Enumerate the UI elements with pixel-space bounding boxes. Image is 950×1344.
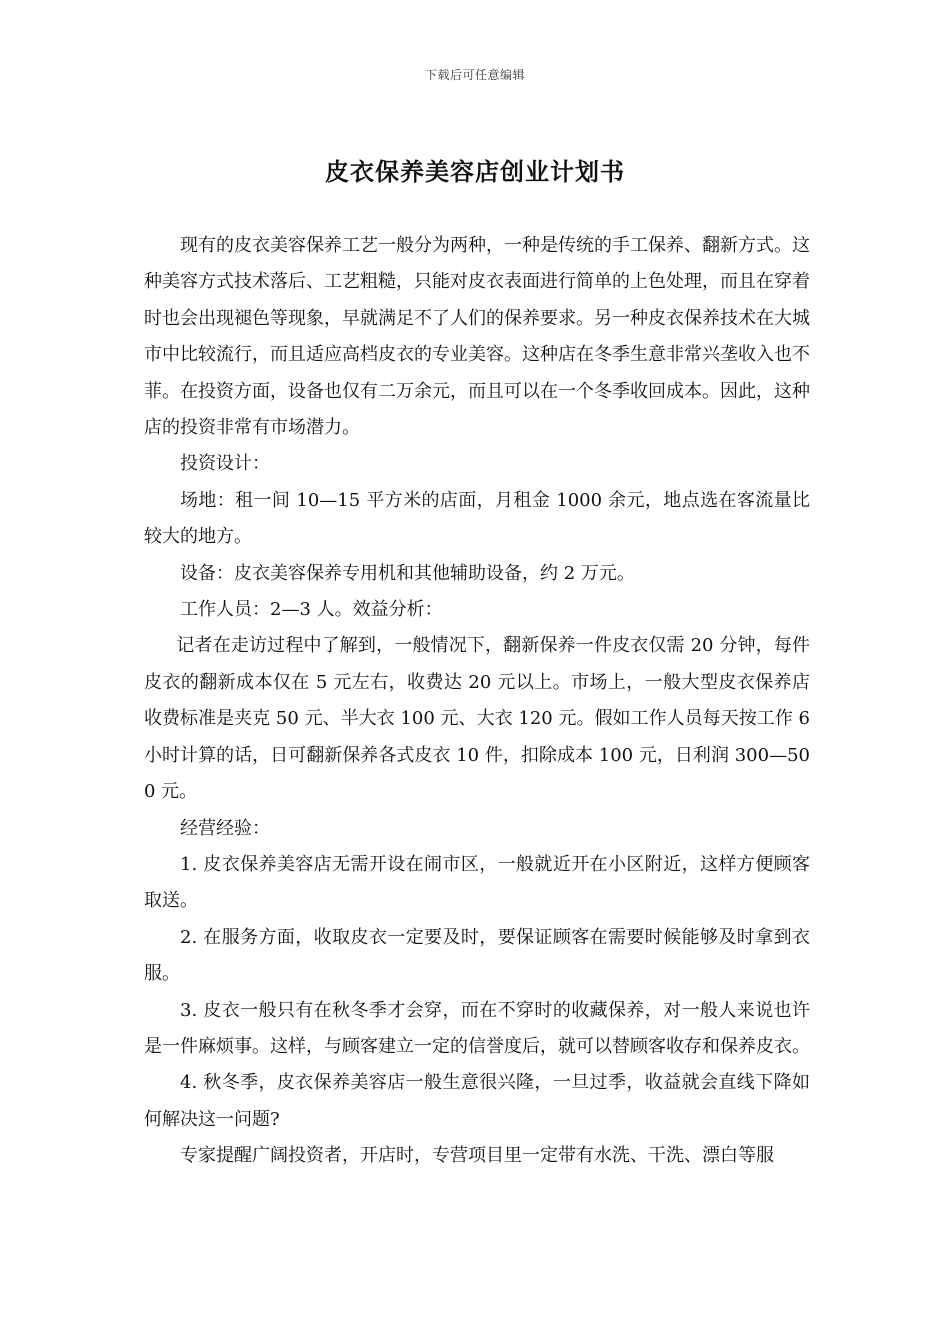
- paragraph-experience-4: 4. 秋冬季，皮衣保养美容店一般生意很兴隆，一旦过季，收益就会直线下降如何解决这一问题?: [144, 1072, 810, 1130]
- paragraph-benefit-analysis: 记者在走访过程中了解到，一般情况下，翻新保养一件皮衣仅需 20 分钟，每件皮衣的翻新成本仅在 5 元左右，收费达 20 元以上。市场上，一般大型皮衣保养店收费标准是夹克 50 元、半大衣 100 元、大衣 120 元。假如工作人员每天按工作 6 小时计算的话，日可翻新保养各式皮衣 10 件，扣除成本 100 元，日利润 300—500 元。: [144, 635, 810, 803]
- paragraph-intro: 现有的皮衣美容保养工艺一般分为两种，一种是传统的手工保养、翻新方式。这种美容方式技术落后、工艺粗糙，只能对皮衣表面进行简单的上色处理，而且在穿着时也会出现褪色等现象，早就满足不了人们的保养要求。另一种皮衣保养技术在大城市中比较流行，而且适应高档皮衣的专业美容。这种店在冬季生意非常兴垄收入也不菲。在投资方面，设备也仅有二万余元，而且可以在一个冬季收回成本。因此，这种店的投资非常有市场潜力。: [144, 235, 810, 439]
- paragraph-experience-1: 1. 皮衣保养美容店无需开设在闹市区，一般就近开在小区附近，这样方便顾客取送。: [144, 853, 810, 912]
- paragraph-staff: 工作人员：2—3 人。效益分析：: [180, 599, 443, 621]
- paragraph-experience-3: 3. 皮衣一般只有在秋冬季才会穿，而在不穿时的收藏保养，对一般人来说也许是一件麻烦事。这样，与顾客建立一定的信誉度后，就可以替顾客收存和保养皮衣。: [144, 999, 810, 1057]
- paragraph-expert-advice: 专家提醒广阔投资者，开店时，专营项目里一定带有水洗、干洗、漂白等服: [180, 1145, 774, 1167]
- paragraph-investment-heading: 投资设计：: [180, 453, 270, 475]
- paragraph-venue: 场地：租一间 10—15 平方米的店面，月租金 1000 余元，地点选在客流量比较大的地方。: [144, 489, 810, 548]
- paragraph-experience-heading: 经营经验：: [180, 817, 270, 839]
- document-body: [144, 228, 810, 1175]
- paragraph-equipment: 设备：皮衣美容保养专用机和其他辅助设备，约 2 万元。: [180, 562, 635, 584]
- paragraph-experience-2: 2. 在服务方面，收取皮衣一定要及时，要保证顾客在需要时候能够及时拿到衣服。: [144, 926, 810, 985]
- document-title: 皮衣保养美容店创业计划书: [325, 157, 625, 186]
- header-note: 下载后可任意编辑: [424, 68, 525, 82]
